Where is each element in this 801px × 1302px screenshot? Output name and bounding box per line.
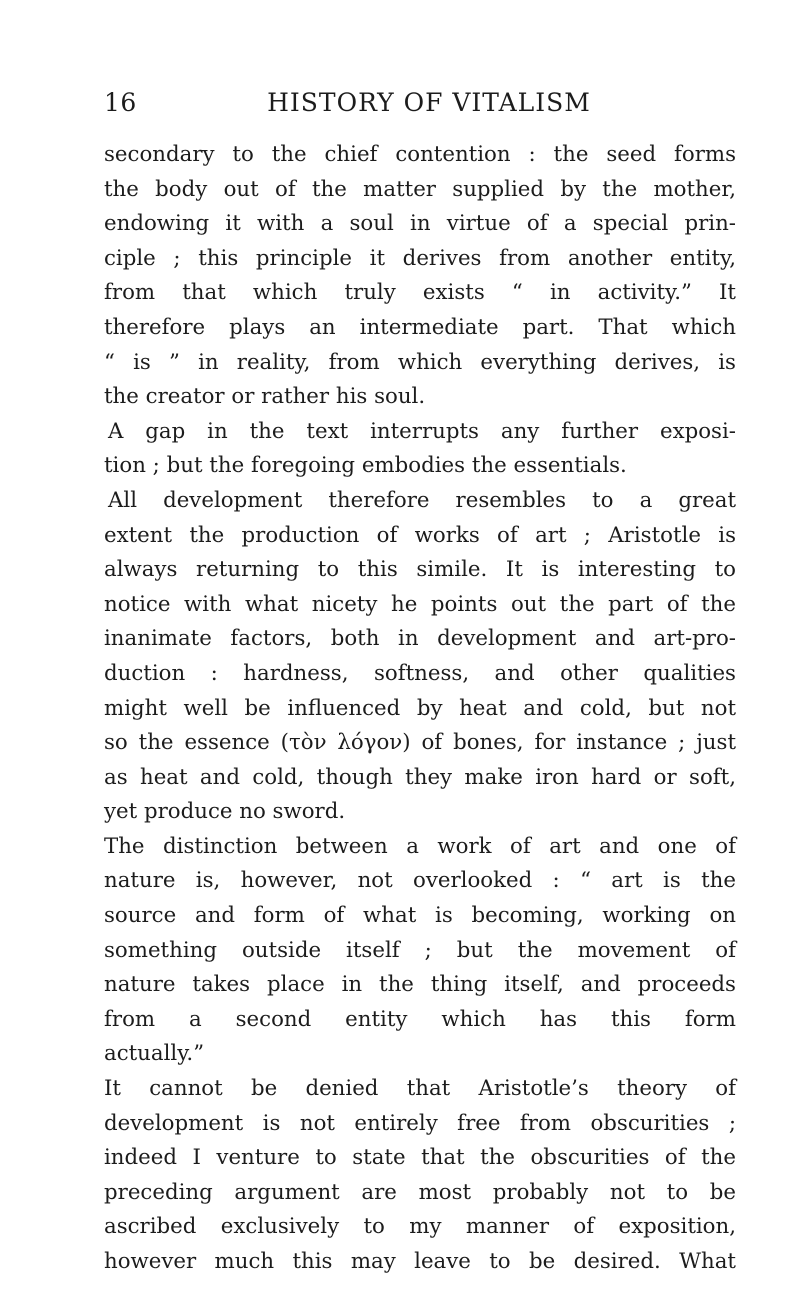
text-line: indeed I venture to state that the obscurities of the <box>104 1145 736 1171</box>
text-line: the body out of the matter supplied by the mother, <box>104 176 736 202</box>
text-line: the creator or rather his soul. <box>104 384 426 410</box>
text-line: It cannot be denied that Aristotle’s theory of <box>104 1076 736 1102</box>
text-line: however much this may leave to be desired. What <box>104 1249 736 1274</box>
text-line: development is not entirely free from obscurities ; <box>104 1110 736 1136</box>
text-line: “ is ” in reality, from which everything derives, is <box>104 349 736 375</box>
text-line: ascribed exclusively to my manner of exposition, <box>104 1214 736 1240</box>
text-line: inanimate factors, both in development and art-pro- <box>104 626 736 652</box>
text-line: nature takes place in the thing itself, and proceeds <box>104 972 736 998</box>
text-line: always returning to this simile. It is interesting to <box>104 557 736 583</box>
text-line: as heat and cold, though they make iron hard or soft, <box>104 764 736 790</box>
text-line: yet produce no sword. <box>104 799 346 825</box>
text-line: from that which truly exists “ in activity.” It <box>104 280 736 306</box>
text-line: preceding argument are most probably not to be <box>104 1179 736 1205</box>
text-line: might well be influenced by heat and cold, but not <box>104 695 736 721</box>
text-line: so the essence (τὸν λόγον) of bones, for instance ; just <box>104 730 736 756</box>
text-line: A gap in the text interrupts any further exposi- <box>108 418 736 444</box>
running-head <box>104 88 732 122</box>
text-line: secondary to the chief contention : the seed forms <box>104 142 736 167</box>
page-number: 16 <box>104 88 137 117</box>
text-line: ciple ; this principle it derives from another entity, <box>104 245 736 271</box>
text-line: extent the production of works of art ; Aristotle is <box>104 522 736 548</box>
text-line: tion ; but the foregoing embodies the essentials. <box>104 453 627 479</box>
text-line: duction : hardness, softness, and other qualities <box>104 660 736 686</box>
text-line: All development therefore resembles to a great <box>108 487 736 513</box>
text-line: The distinction between a work of art and one of <box>104 833 736 859</box>
text-line: source and form of what is becoming, working on <box>104 903 736 929</box>
text-line: actually.” <box>104 1041 205 1067</box>
page-title: HISTORY OF VITALISM <box>267 88 591 117</box>
text-line: from a second entity which has this form <box>104 1006 736 1032</box>
text-line: nature is, however, not overlooked : “ art is the <box>104 868 736 894</box>
text-line: something outside itself ; but the movement of <box>104 937 736 963</box>
text-line: notice with what nicety he points out the part of the <box>104 591 736 617</box>
text-line: therefore plays an intermediate part. That which <box>104 314 736 340</box>
body-text <box>104 138 736 1280</box>
text-line: endowing it with a soul in virtue of a special prin- <box>104 211 736 237</box>
